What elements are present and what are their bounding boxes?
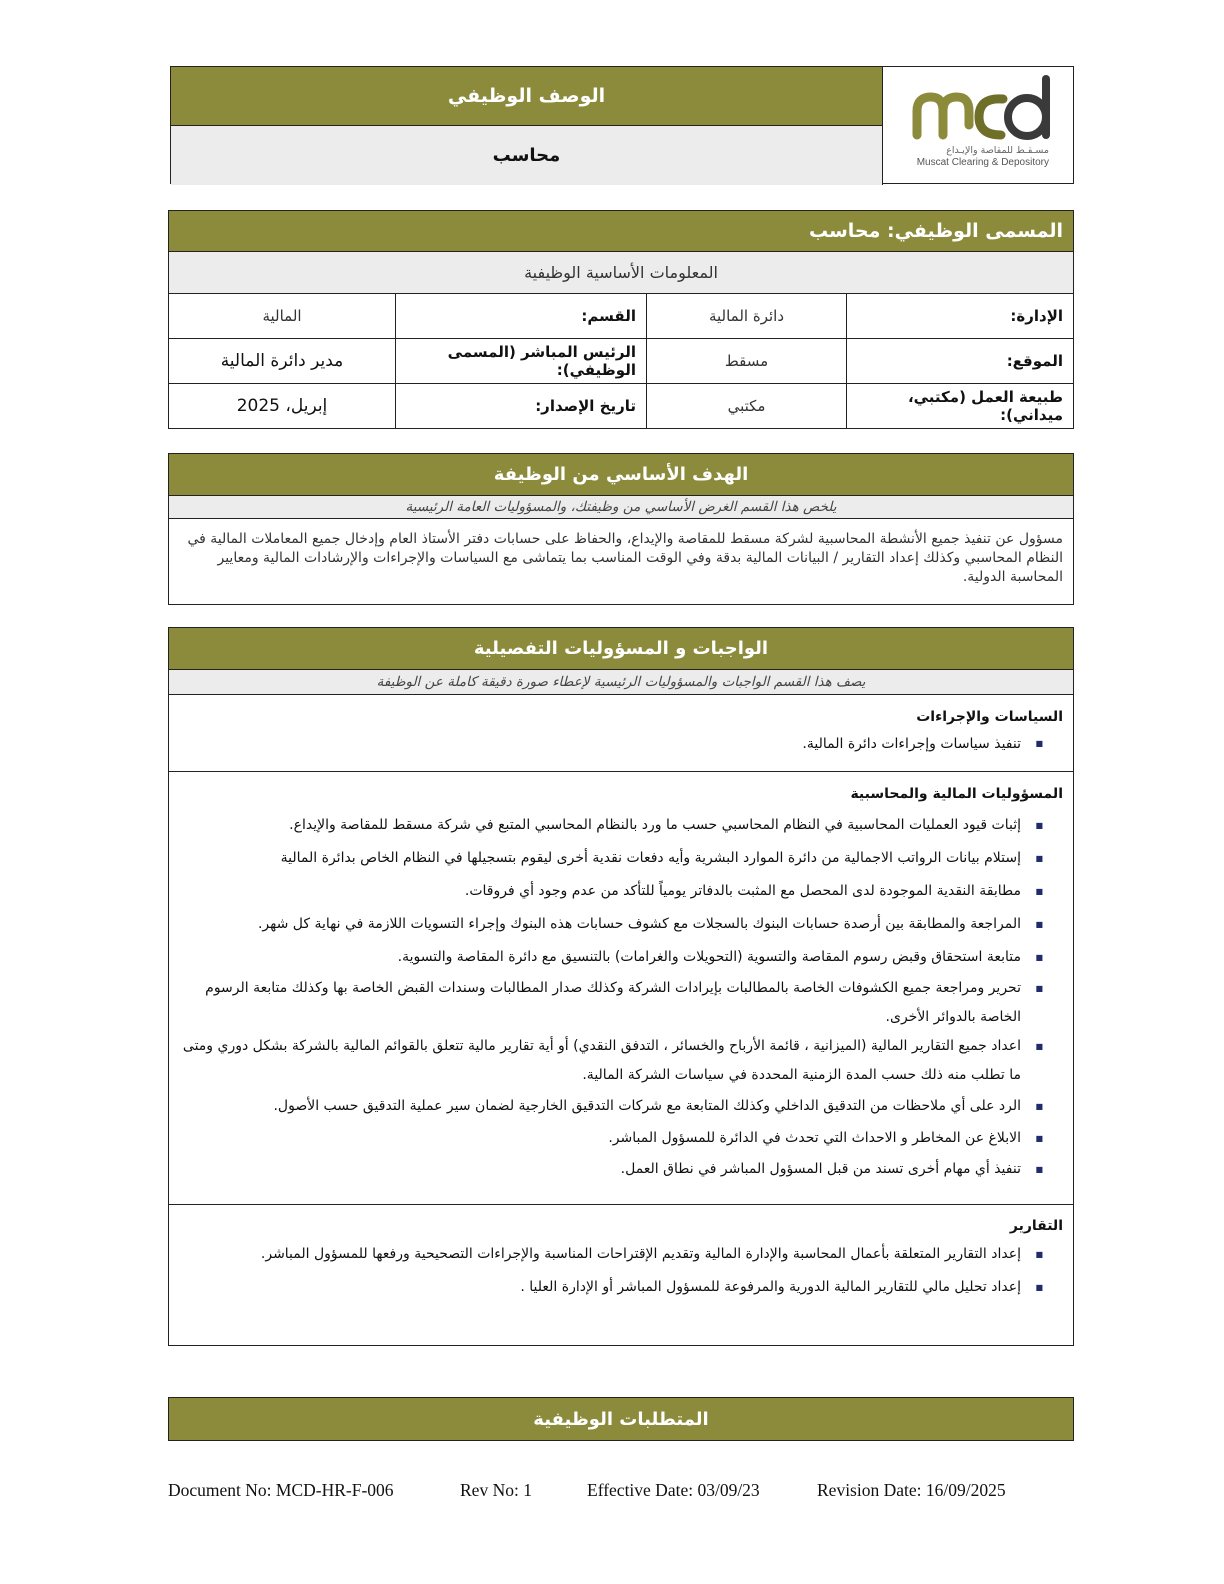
financial-heading: المسؤوليات المالية والمحاسبية (850, 786, 1063, 802)
department-value: دائرة المالية (646, 294, 846, 338)
duties-note: يصف هذا القسم الواجبات والمسؤوليات الرئيسية لإعطاء صورة دقيقة كاملة عن الوظيفة (169, 669, 1073, 695)
company-logo (883, 67, 1075, 185)
job-purpose-text: مسؤول عن تنفيذ جميع الأنشطة المحاسبية لشركة مسقط للمقاصة والإيداع، والحفاظ على حسابات دفتر الأستاذ العام وإدخال جميع المعاملات المالية في النظام المحاسبي وكذلك إعداد التقارير / البيانات المالية بدقة وفي الوقت المناسب بما يتماشى مع السياسات والإجراءات والإرشادات المالية ومعايير المحاسبة الدولية. (187, 531, 1063, 585)
basic-info-table (168, 210, 1074, 429)
duties-section (168, 627, 1074, 1346)
work-nature-label: طبيعة العمل (مكتبي، ميداني): (846, 384, 1073, 428)
list-item: ■ إستلام بيانات الرواتب الاجمالية من دائرة الموارد البشرية وأيه دفعات نقدية أخرى ليقوم بتسجيلها في النظام الخاص بدائرة المالية (169, 842, 1073, 875)
reports-block (169, 1205, 1073, 1345)
list-item: ■ تنفيذ سياسات وإجراءات دائرة المالية. (169, 729, 1073, 759)
direct-manager-value: مدير دائرة المالية (220, 351, 344, 371)
list-item: ■ إعداد تحليل مالي للتقارير المالية الدورية والمرفوعة للمسؤول المباشر أو الإدارة العليا . (169, 1271, 1073, 1304)
direct-manager-label: الرئيس المباشر (المسمى الوظيفي): (395, 339, 646, 383)
info-row (169, 339, 1073, 384)
list-item: ■ إعداد التقارير المتعلقة بأعمال المحاسبة والإدارة المالية وتقديم الإقتراحات المناسبة والإجراءات التصحيحية ورفعها للمسؤول المباشر. (169, 1238, 1073, 1271)
policies-heading: السياسات والإجراءات (916, 709, 1063, 725)
logo-arabic-text: مسـقـط للمقاصة والإيـداع (946, 145, 1049, 156)
document-title: الوصف الوظيفي (171, 67, 882, 125)
list-item: ■ الابلاغ عن المخاطر و الاحداث التي تحدث في الدائرة للمسؤول المباشر. (169, 1123, 1073, 1154)
revision-number: Rev No: 1 (460, 1480, 532, 1500)
policies-block (169, 695, 1073, 772)
job-requirements-heading: المتطلبات الوظيفية (168, 1397, 1074, 1441)
financial-list (169, 809, 1073, 1185)
document-footer (168, 1480, 1074, 1504)
list-item: ■ المراجعة والمطابقة بين أرصدة حسابات البنوك بالسجلات مع كشوف حسابات هذه البنوك وإجراء التسويات اللازمة في نهاية كل شهر. (169, 908, 1073, 941)
list-item: ■ الرد على أي ملاحظات من التدقيق الداخلي وكذلك المتابعة مع شركات التدقيق الخارجية لضمان سير عملية التدقيق حسب الأصول. (169, 1090, 1073, 1123)
list-item: ■ تحرير ومراجعة جميع الكشوفات الخاصة بالمطالبات بإيرادات الشركة وكذلك صدار المطالبات وسندات القبض الخاصة بها وكذلك متابعة الرسوم الخاصة بالدوائر الأخرى. (169, 974, 1073, 1032)
reports-list (169, 1238, 1073, 1304)
department-label: الإدارة: (846, 294, 1073, 338)
financial-block (169, 772, 1073, 1205)
issue-date-label: تاريخ الإصدار: (395, 384, 646, 428)
location-value: مسقط (646, 339, 846, 383)
job-purpose-heading: الهدف الأساسي من الوظيفة (169, 454, 1073, 495)
job-title-heading: المسمى الوظيفي: محاسب (169, 211, 1073, 252)
header-title-block (171, 67, 883, 185)
list-item: ■ متابعة استحقاق وقبض رسوم المقاصة والتسوية (التحويلات والغرامات) بالتنسيق مع دائرة المقاصة والتسوية. (169, 941, 1073, 974)
document-number: Document No: MCD-HR-F-006 (168, 1480, 394, 1500)
reports-heading: التقارير (1009, 1218, 1063, 1234)
logo-english-text: Muscat Clearing & Depository (916, 157, 1049, 168)
info-row (169, 294, 1073, 339)
effective-date: Effective Date: 03/09/23 (587, 1480, 760, 1500)
policies-list (169, 729, 1073, 759)
document-header (170, 66, 1074, 184)
info-row (169, 384, 1073, 428)
basic-info-subtitle: المعلومات الأساسية الوظيفية (169, 252, 1073, 294)
section-label: القسم: (395, 294, 646, 338)
issue-date-value: إبريل، 2025 (236, 396, 328, 416)
duties-heading: الواجبات و المسؤوليات التفصيلية (169, 628, 1073, 669)
revision-date: Revision Date: 16/09/2025 (817, 1480, 1006, 1500)
location-label: الموقع: (846, 339, 1073, 383)
work-nature-value: مكتبي (646, 384, 846, 428)
job-purpose-section (168, 453, 1074, 605)
list-item: ■ مطابقة النقدية الموجودة لدى المحصل مع المثبت بالدفاتر يومياً للتأكد من عدم وجود أي فروقات. (169, 875, 1073, 908)
list-item: ■ تنفيذ أي مهام أخرى تسند من قبل المسؤول المباشر في نطاق العمل. (169, 1154, 1073, 1185)
section-value: المالية (262, 307, 302, 325)
list-item: ■ إثبات قيود العمليات المحاسبية في النظام المحاسبي حسب ما ورد بالنظام المحاسبي المتبع في شركة مسقط للمقاصة والإيداع. (169, 809, 1073, 842)
list-item: ■ اعداد جميع التقارير المالية (الميزانية ، قائمة الأرباح والخسائر ، التدفق النقدي) أو أية تقارير مالية تتعلق بالقوائم المالية بالشركة بشكل دوري ومتى ما تطلب منه ذلك حسب المدة الزمنية المحددة في سياسات الشركة المالية. (169, 1032, 1073, 1090)
job-purpose-note: يلخص هذا القسم الغرض الأساسي من وظيفتك، والمسؤوليات العامة الرئيسية (169, 495, 1073, 519)
job-title-label: محاسب (171, 125, 882, 185)
